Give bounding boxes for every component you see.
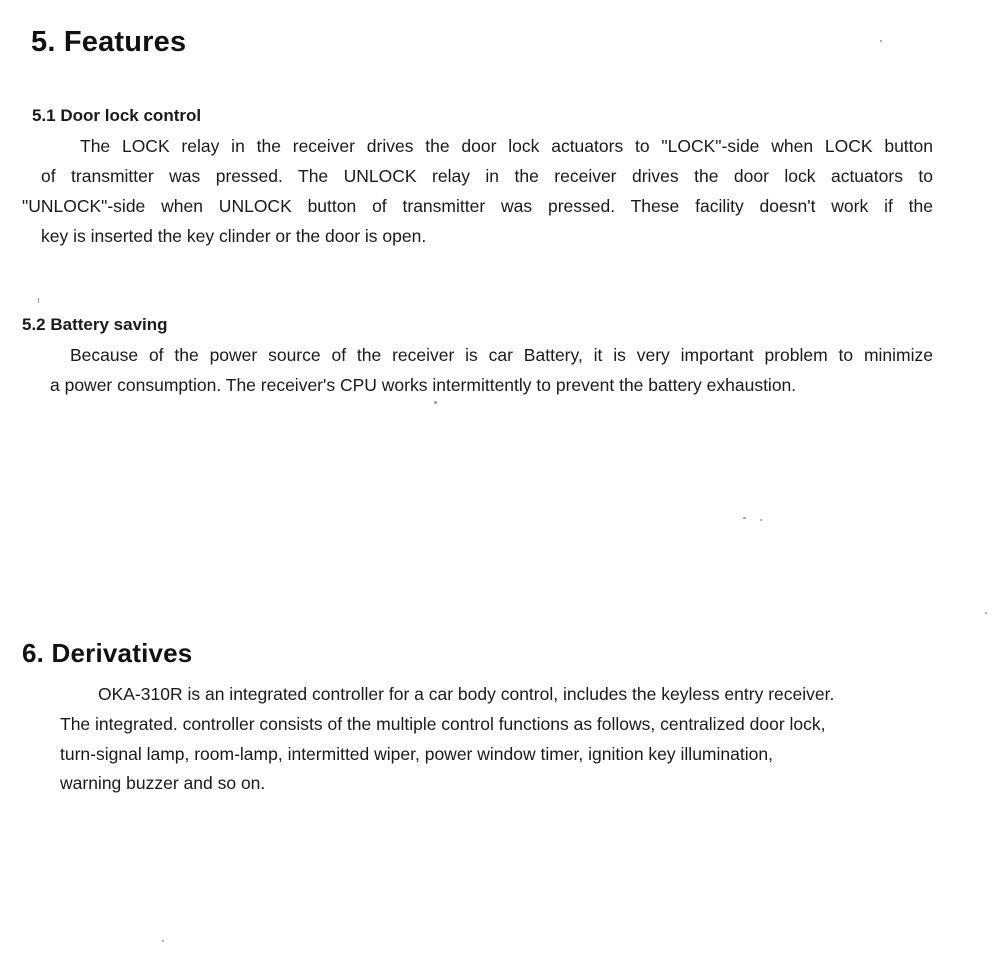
derivatives-paragraph-line: The integrated. controller consists of the multiple control functions as follows, centralized door lock, — [60, 714, 826, 734]
derivatives-paragraph-line: warning buzzer and so on. — [60, 773, 266, 793]
scan-speck — [434, 401, 437, 404]
scan-speck — [760, 519, 762, 521]
scan-speck — [38, 298, 39, 303]
door-lock-paragraph-line: The LOCK relay in the receiver drives the door lock actuators to "LOCK"-side when LOCK button — [80, 136, 933, 156]
door-lock-paragraph-line: "UNLOCK"-side when UNLOCK button of transmitter was pressed. These facility doesn't work if the — [22, 196, 933, 216]
derivatives-paragraph-line: OKA-310R is an integrated controller for a car body control, includes the keyless entry receiver. — [98, 684, 835, 704]
door-lock-paragraph-line: of transmitter was pressed. The UNLOCK relay in the receiver drives the door lock actuators to — [41, 166, 933, 186]
battery-paragraph-line: a power consumption. The receiver's CPU works intermittently to prevent the battery exhaustion. — [50, 375, 797, 395]
door-lock-paragraph-line: key is inserted the key clinder or the door is open. — [41, 226, 427, 246]
derivatives-paragraph-line: turn-signal lamp, room-lamp, intermitted wiper, power window timer, ignition key illumination, — [60, 744, 773, 764]
scan-speck — [985, 612, 987, 614]
battery-paragraph-line: Because of the power source of the receiver is car Battery, it is very important problem to minimize — [70, 345, 933, 365]
features-heading: 5. Features — [31, 26, 187, 58]
scan-speck — [880, 40, 882, 42]
scan-speck — [162, 940, 164, 942]
derivatives-heading: 6. Derivatives — [22, 638, 193, 668]
scan-speck — [743, 517, 746, 519]
door-lock-subheading: 5.1 Door lock control — [32, 106, 202, 125]
battery-saving-subheading: 5.2 Battery saving — [22, 315, 168, 334]
